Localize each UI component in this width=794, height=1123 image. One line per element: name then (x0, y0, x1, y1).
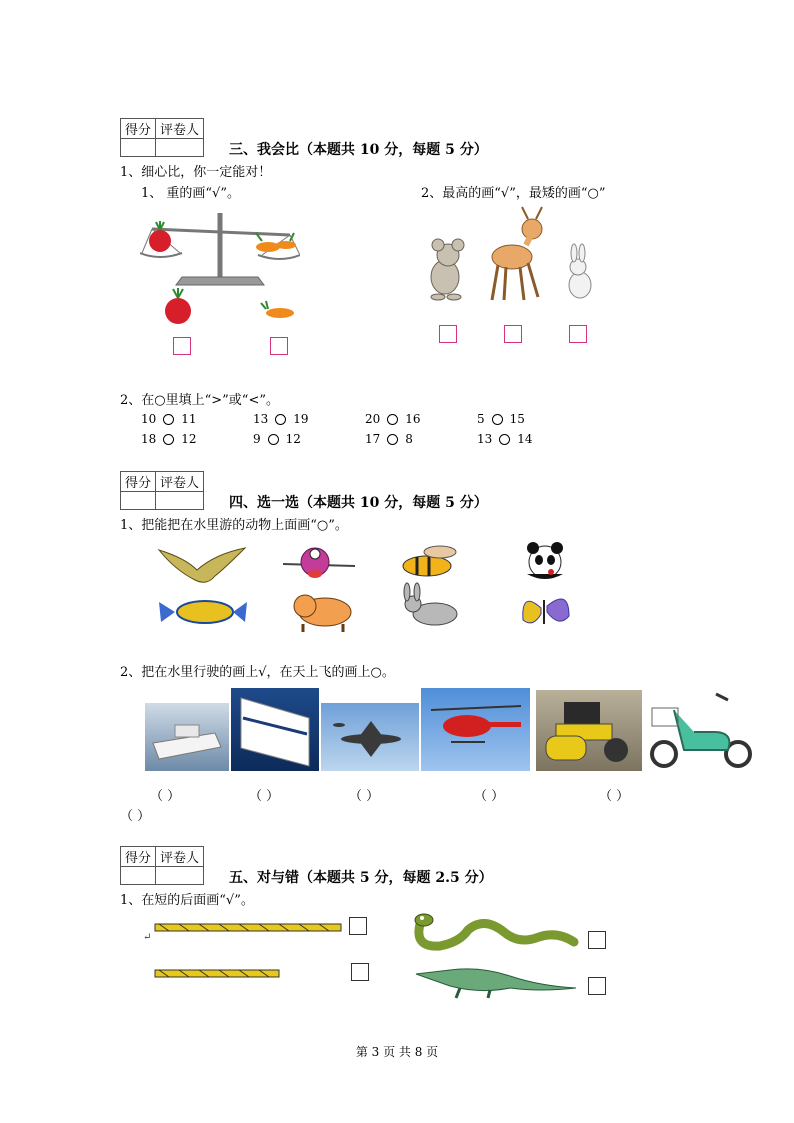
snake-crocodile-illustration (410, 908, 580, 1000)
airplane-photo[interactable] (321, 703, 419, 771)
carrot-icon (266, 308, 294, 318)
compare-left: 10 (141, 412, 157, 426)
compare-circle[interactable] (268, 434, 279, 445)
butterfly-icon[interactable] (523, 599, 569, 624)
compare-circle[interactable] (275, 414, 286, 425)
helicopter-photo[interactable] (421, 688, 530, 771)
comparison-item[interactable] (365, 412, 421, 426)
compare-circle[interactable] (163, 434, 174, 445)
score-label: 得分 (121, 119, 156, 139)
compare-circle[interactable] (387, 434, 398, 445)
comparison-item[interactable] (141, 412, 197, 426)
score-box-3 (120, 118, 204, 157)
comparison-item[interactable] (253, 412, 309, 426)
compare-right: 8 (405, 432, 413, 446)
mouse-icon (431, 239, 464, 300)
grader-label: 评卷人 (156, 119, 204, 139)
score-input[interactable] (121, 492, 156, 510)
grader-input[interactable] (156, 139, 204, 157)
comparison-item[interactable] (141, 432, 197, 446)
score-input[interactable] (121, 867, 156, 885)
s4-q2: 2、把在水里行驶的画上√，在天上飞的画上○。 (120, 665, 395, 680)
compare-left: 18 (141, 432, 157, 446)
page-footer: 第 3 页 共 8 页 (355, 1045, 439, 1059)
answer-paren-airplane[interactable]: （ ） (349, 789, 380, 804)
comparison-item[interactable] (253, 432, 301, 446)
s3-q2: 2、在○里填上“>”或“<”。 (120, 393, 279, 408)
checkbox-deer[interactable] (504, 325, 522, 343)
score-label: 得分 (121, 847, 156, 867)
checkbox-short-ruler[interactable] (351, 963, 369, 981)
panda-icon[interactable] (527, 542, 563, 579)
crocodile-icon (416, 969, 576, 998)
compare-circle[interactable] (163, 414, 174, 425)
comparison-item[interactable] (365, 432, 413, 446)
grader-input[interactable] (156, 867, 204, 885)
compare-right: 12 (285, 432, 301, 446)
s3-q1: 1、细心比，你一定能对！ (120, 165, 272, 180)
grader-label: 评卷人 (156, 472, 204, 492)
compare-left: 5 (477, 412, 485, 426)
section3-title: 三、我会比（本题共 10 分，每题 5 分） (229, 142, 488, 158)
rulers-illustration (145, 918, 345, 988)
bird-icon[interactable] (159, 548, 245, 582)
s4-q1: 1、把能把在水里游的动物上面画“○”。 (120, 518, 348, 533)
checkbox-long-ruler[interactable] (349, 917, 367, 935)
snake-icon (415, 914, 574, 946)
s5-q1: 1、在短的后面画“√”。 (120, 893, 254, 908)
score-label: 得分 (121, 472, 156, 492)
s3-q1-1: 1、 重的画“√”。 (141, 186, 240, 201)
compare-right: 15 (509, 412, 525, 426)
cat-icon[interactable] (294, 595, 351, 632)
electric-bike-photo[interactable] (644, 686, 756, 771)
owl-icon[interactable] (283, 548, 355, 578)
bee-icon[interactable] (403, 546, 456, 576)
answer-paren-electric-bike[interactable]: （ ） (120, 809, 151, 824)
checkbox-mouse[interactable] (439, 325, 457, 343)
checkbox-snake[interactable] (588, 931, 606, 949)
grader-input[interactable] (156, 492, 204, 510)
radish-icon (165, 298, 191, 324)
comparison-item[interactable] (477, 412, 525, 426)
ship-photo[interactable] (145, 703, 229, 771)
answer-paren-helicopter[interactable]: （ ） (474, 789, 505, 804)
grader-label: 评卷人 (156, 847, 204, 867)
compare-right: 12 (181, 432, 197, 446)
section4-title: 四、选一选（本题共 10 分，每题 5 分） (229, 495, 488, 511)
radish-icon (149, 230, 171, 252)
animal-clipart-grid (155, 540, 585, 635)
checkbox-rabbit[interactable] (569, 325, 587, 343)
compare-right: 11 (181, 412, 197, 426)
balance-scale-illustration (140, 205, 300, 355)
carrot-icon (256, 242, 280, 252)
fish-icon[interactable] (159, 601, 247, 623)
compare-left: 20 (365, 412, 381, 426)
animals-height-illustration (420, 205, 610, 310)
answer-paren-ship[interactable]: （ ） (150, 789, 181, 804)
score-box-4 (120, 471, 204, 510)
checkbox-carrot[interactable] (270, 337, 288, 355)
compare-left: 9 (253, 432, 261, 446)
checkbox-crocodile[interactable] (588, 977, 606, 995)
compare-circle[interactable] (499, 434, 510, 445)
s3-q1-2: 2、最高的画“√”，最矮的画“○” (421, 186, 606, 201)
compare-right: 19 (293, 412, 309, 426)
answer-paren-cargo-ship[interactable]: （ ） (249, 789, 280, 804)
compare-left: 13 (253, 412, 269, 426)
rabbit-icon (569, 244, 591, 298)
compare-circle[interactable] (492, 414, 503, 425)
comparison-item[interactable] (477, 432, 533, 446)
cargo-ship-photo[interactable] (231, 688, 319, 771)
compare-right: 16 (405, 412, 421, 426)
score-box-5 (120, 846, 204, 885)
score-input[interactable] (121, 139, 156, 157)
compare-left: 17 (365, 432, 381, 446)
checkbox-radish[interactable] (173, 337, 191, 355)
road-roller-photo[interactable] (536, 690, 642, 771)
deer-icon (492, 207, 542, 300)
return-mark: ↵ (143, 932, 152, 943)
rabbit-icon[interactable] (404, 583, 457, 625)
compare-circle[interactable] (387, 414, 398, 425)
compare-left: 13 (477, 432, 493, 446)
compare-right: 14 (517, 432, 533, 446)
answer-paren-road-roller[interactable]: （ ） (599, 789, 630, 804)
section5-title: 五、对与错（本题共 5 分，每题 2.5 分） (229, 870, 493, 886)
